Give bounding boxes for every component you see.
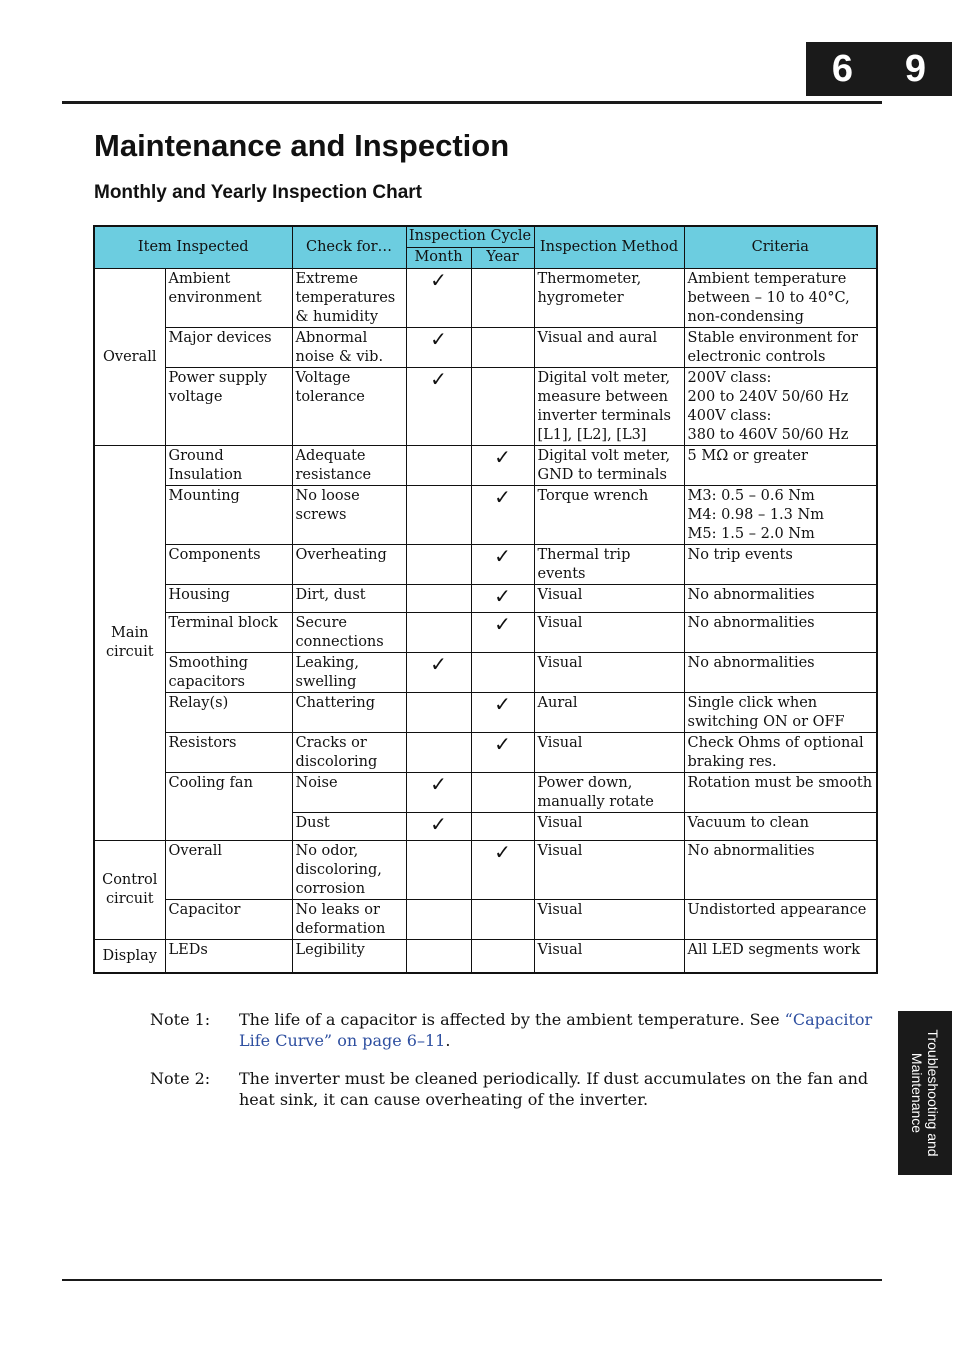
check-for-cell: No loose screws <box>292 485 406 544</box>
method-cell: Visual <box>534 939 684 973</box>
bottom-rule <box>62 1279 882 1281</box>
header-check-for: Check for… <box>292 226 406 268</box>
year-check-icon: ✓ <box>471 445 534 485</box>
group-label: Display <box>94 939 165 973</box>
note-text: The inverter must be cleaned periodically. If dust accumulates on the fan and heat sink, it can cause overheating of the inverter. <box>239 1069 869 1109</box>
year-cell <box>471 939 534 973</box>
table-row <box>94 268 877 327</box>
page-number-box <box>806 42 952 96</box>
table-row <box>94 327 877 367</box>
check-for-cell: No leaks or deformation <box>292 899 406 939</box>
table-row <box>94 544 877 584</box>
month-check-icon: ✓ <box>406 772 471 812</box>
method-cell: Visual <box>534 899 684 939</box>
item-cell: Resistors <box>165 732 292 772</box>
month-cell <box>406 939 471 973</box>
check-for-cell: Leaking, swelling <box>292 652 406 692</box>
method-cell: Thermometer, hygrometer <box>534 268 684 327</box>
month-cell <box>406 692 471 732</box>
check-for-cell: Dust <box>292 812 406 840</box>
table-row <box>94 840 877 899</box>
month-cell <box>406 732 471 772</box>
table-row <box>94 772 877 812</box>
month-cell <box>406 840 471 899</box>
item-cell: Components <box>165 544 292 584</box>
table-row <box>94 485 877 544</box>
table-row <box>94 445 877 485</box>
method-cell: Visual <box>534 840 684 899</box>
month-check-icon: ✓ <box>406 367 471 445</box>
group-label: Overall <box>94 268 165 445</box>
criteria-cell: Ambient temperature between – 10 to 40°C, non-condensing <box>684 268 877 327</box>
check-for-cell: Legibility <box>292 939 406 973</box>
top-rule <box>62 101 882 104</box>
criteria-cell: Undistorted appearance <box>684 899 877 939</box>
chapter-number: 6 <box>831 47 854 90</box>
month-check-icon: ✓ <box>406 652 471 692</box>
method-cell: Aural <box>534 692 684 732</box>
item-cell: Major devices <box>165 327 292 367</box>
item-cell: Ground Insulation <box>165 445 292 485</box>
check-for-cell: Noise <box>292 772 406 812</box>
header-item-inspected: Item Inspected <box>94 226 292 268</box>
header-month: Month <box>406 247 471 268</box>
criteria-cell: 5 MΩ or greater <box>684 445 877 485</box>
check-for-cell: Dirt, dust <box>292 584 406 612</box>
year-check-icon: ✓ <box>471 485 534 544</box>
capacitor-life-curve-link[interactable]: “Capacitor Life Curve” on page 6–11 <box>239 1010 873 1050</box>
criteria-cell: No abnormalities <box>684 584 877 612</box>
header-inspection-method: Inspection Method <box>534 226 684 268</box>
year-check-icon: ✓ <box>471 612 534 652</box>
group-label: Control circuit <box>94 840 165 939</box>
note-text: The life of a capacitor is affected by the ambient temperature. See “Capacitor Life Curve” on page 6–11. <box>239 1010 873 1050</box>
criteria-cell: No abnormalities <box>684 652 877 692</box>
inspection-chart <box>93 225 878 974</box>
criteria-cell: All LED segments work <box>684 939 877 973</box>
check-for-cell: Secure connections <box>292 612 406 652</box>
item-cell: LEDs <box>165 939 292 973</box>
item-cell: Relay(s) <box>165 692 292 732</box>
year-check-icon: ✓ <box>471 692 534 732</box>
header-criteria: Criteria <box>684 226 877 268</box>
method-cell: Visual <box>534 732 684 772</box>
check-for-cell: Extreme temperatures & humidity <box>292 268 406 327</box>
chapter-side-tab[interactable] <box>898 1011 952 1175</box>
table-row <box>94 584 877 612</box>
header-year: Year <box>471 247 534 268</box>
method-cell: Visual <box>534 812 684 840</box>
table-row <box>94 692 877 732</box>
table-row <box>94 612 877 652</box>
table-row <box>94 899 877 939</box>
criteria-cell: No abnormalities <box>684 612 877 652</box>
table-row <box>94 939 877 973</box>
criteria-cell: Check Ohms of optional braking res. <box>684 732 877 772</box>
year-check-icon: ✓ <box>471 544 534 584</box>
method-cell: Visual <box>534 652 684 692</box>
criteria-cell: Vacuum to clean <box>684 812 877 840</box>
method-cell: Visual and aural <box>534 327 684 367</box>
group-label: Main circuit <box>94 445 165 840</box>
note-label: Note 2: <box>150 1069 211 1088</box>
item-cell: Mounting <box>165 485 292 544</box>
month-check-icon: ✓ <box>406 327 471 367</box>
criteria-cell: 200V class: 200 to 240V 50/60 Hz 400V class: 380 to 460V 50/60 Hz <box>684 367 877 445</box>
header-inspection-cycle: Inspection Cycle <box>406 226 534 247</box>
month-cell <box>406 544 471 584</box>
item-cell: Terminal block <box>165 612 292 652</box>
item-cell: Smoothing capacitors <box>165 652 292 692</box>
year-cell <box>471 899 534 939</box>
check-for-cell: Overheating <box>292 544 406 584</box>
table-row <box>94 367 877 445</box>
item-cell: Ambient environment <box>165 268 292 327</box>
month-cell <box>406 584 471 612</box>
month-cell <box>406 485 471 544</box>
method-cell: Visual <box>534 584 684 612</box>
year-cell <box>471 367 534 445</box>
item-cell: Overall <box>165 840 292 899</box>
year-check-icon: ✓ <box>471 732 534 772</box>
item-cell: Cooling fan <box>165 772 292 840</box>
criteria-cell: Stable environment for electronic controls <box>684 327 877 367</box>
page-title: Maintenance and Inspection <box>94 128 510 163</box>
year-cell <box>471 268 534 327</box>
year-check-icon: ✓ <box>471 584 534 612</box>
note-label: Note 1: <box>150 1010 211 1029</box>
method-cell: Visual <box>534 612 684 652</box>
check-for-cell: No odor, discoloring, corrosion <box>292 840 406 899</box>
item-cell: Capacitor <box>165 899 292 939</box>
criteria-cell: No trip events <box>684 544 877 584</box>
year-cell <box>471 652 534 692</box>
side-tab-label: Troubleshooting and Maintenance <box>909 1029 941 1157</box>
criteria-cell: M3: 0.5 – 0.6 Nm M4: 0.98 – 1.3 Nm M5: 1.5 – 2.0 Nm <box>684 485 877 544</box>
month-check-icon: ✓ <box>406 268 471 327</box>
table-row <box>94 652 877 692</box>
check-for-cell: Adequate resistance <box>292 445 406 485</box>
check-for-cell: Cracks or discoloring <box>292 732 406 772</box>
year-check-icon: ✓ <box>471 840 534 899</box>
month-cell <box>406 899 471 939</box>
method-cell: Digital volt meter, GND to terminals <box>534 445 684 485</box>
criteria-cell: Single click when switching ON or OFF <box>684 692 877 732</box>
criteria-cell: No abnormalities <box>684 840 877 899</box>
item-cell: Housing <box>165 584 292 612</box>
item-cell: Power supply voltage <box>165 367 292 445</box>
month-cell <box>406 612 471 652</box>
criteria-cell: Rotation must be smooth <box>684 772 877 812</box>
page-number: 9 <box>904 47 927 90</box>
year-cell <box>471 772 534 812</box>
check-for-cell: Abnormal noise & vib. <box>292 327 406 367</box>
check-for-cell: Voltage tolerance <box>292 367 406 445</box>
method-cell: Power down, manually rotate <box>534 772 684 812</box>
table-row <box>94 732 877 772</box>
method-cell: Torque wrench <box>534 485 684 544</box>
section-title: Monthly and Yearly Inspection Chart <box>94 182 422 203</box>
month-cell <box>406 445 471 485</box>
year-cell <box>471 327 534 367</box>
check-for-cell: Chattering <box>292 692 406 732</box>
method-cell: Digital volt meter, measure between inverter terminals [L1], [L2], [L3] <box>534 367 684 445</box>
method-cell: Thermal trip events <box>534 544 684 584</box>
month-check-icon: ✓ <box>406 812 471 840</box>
year-cell <box>471 812 534 840</box>
